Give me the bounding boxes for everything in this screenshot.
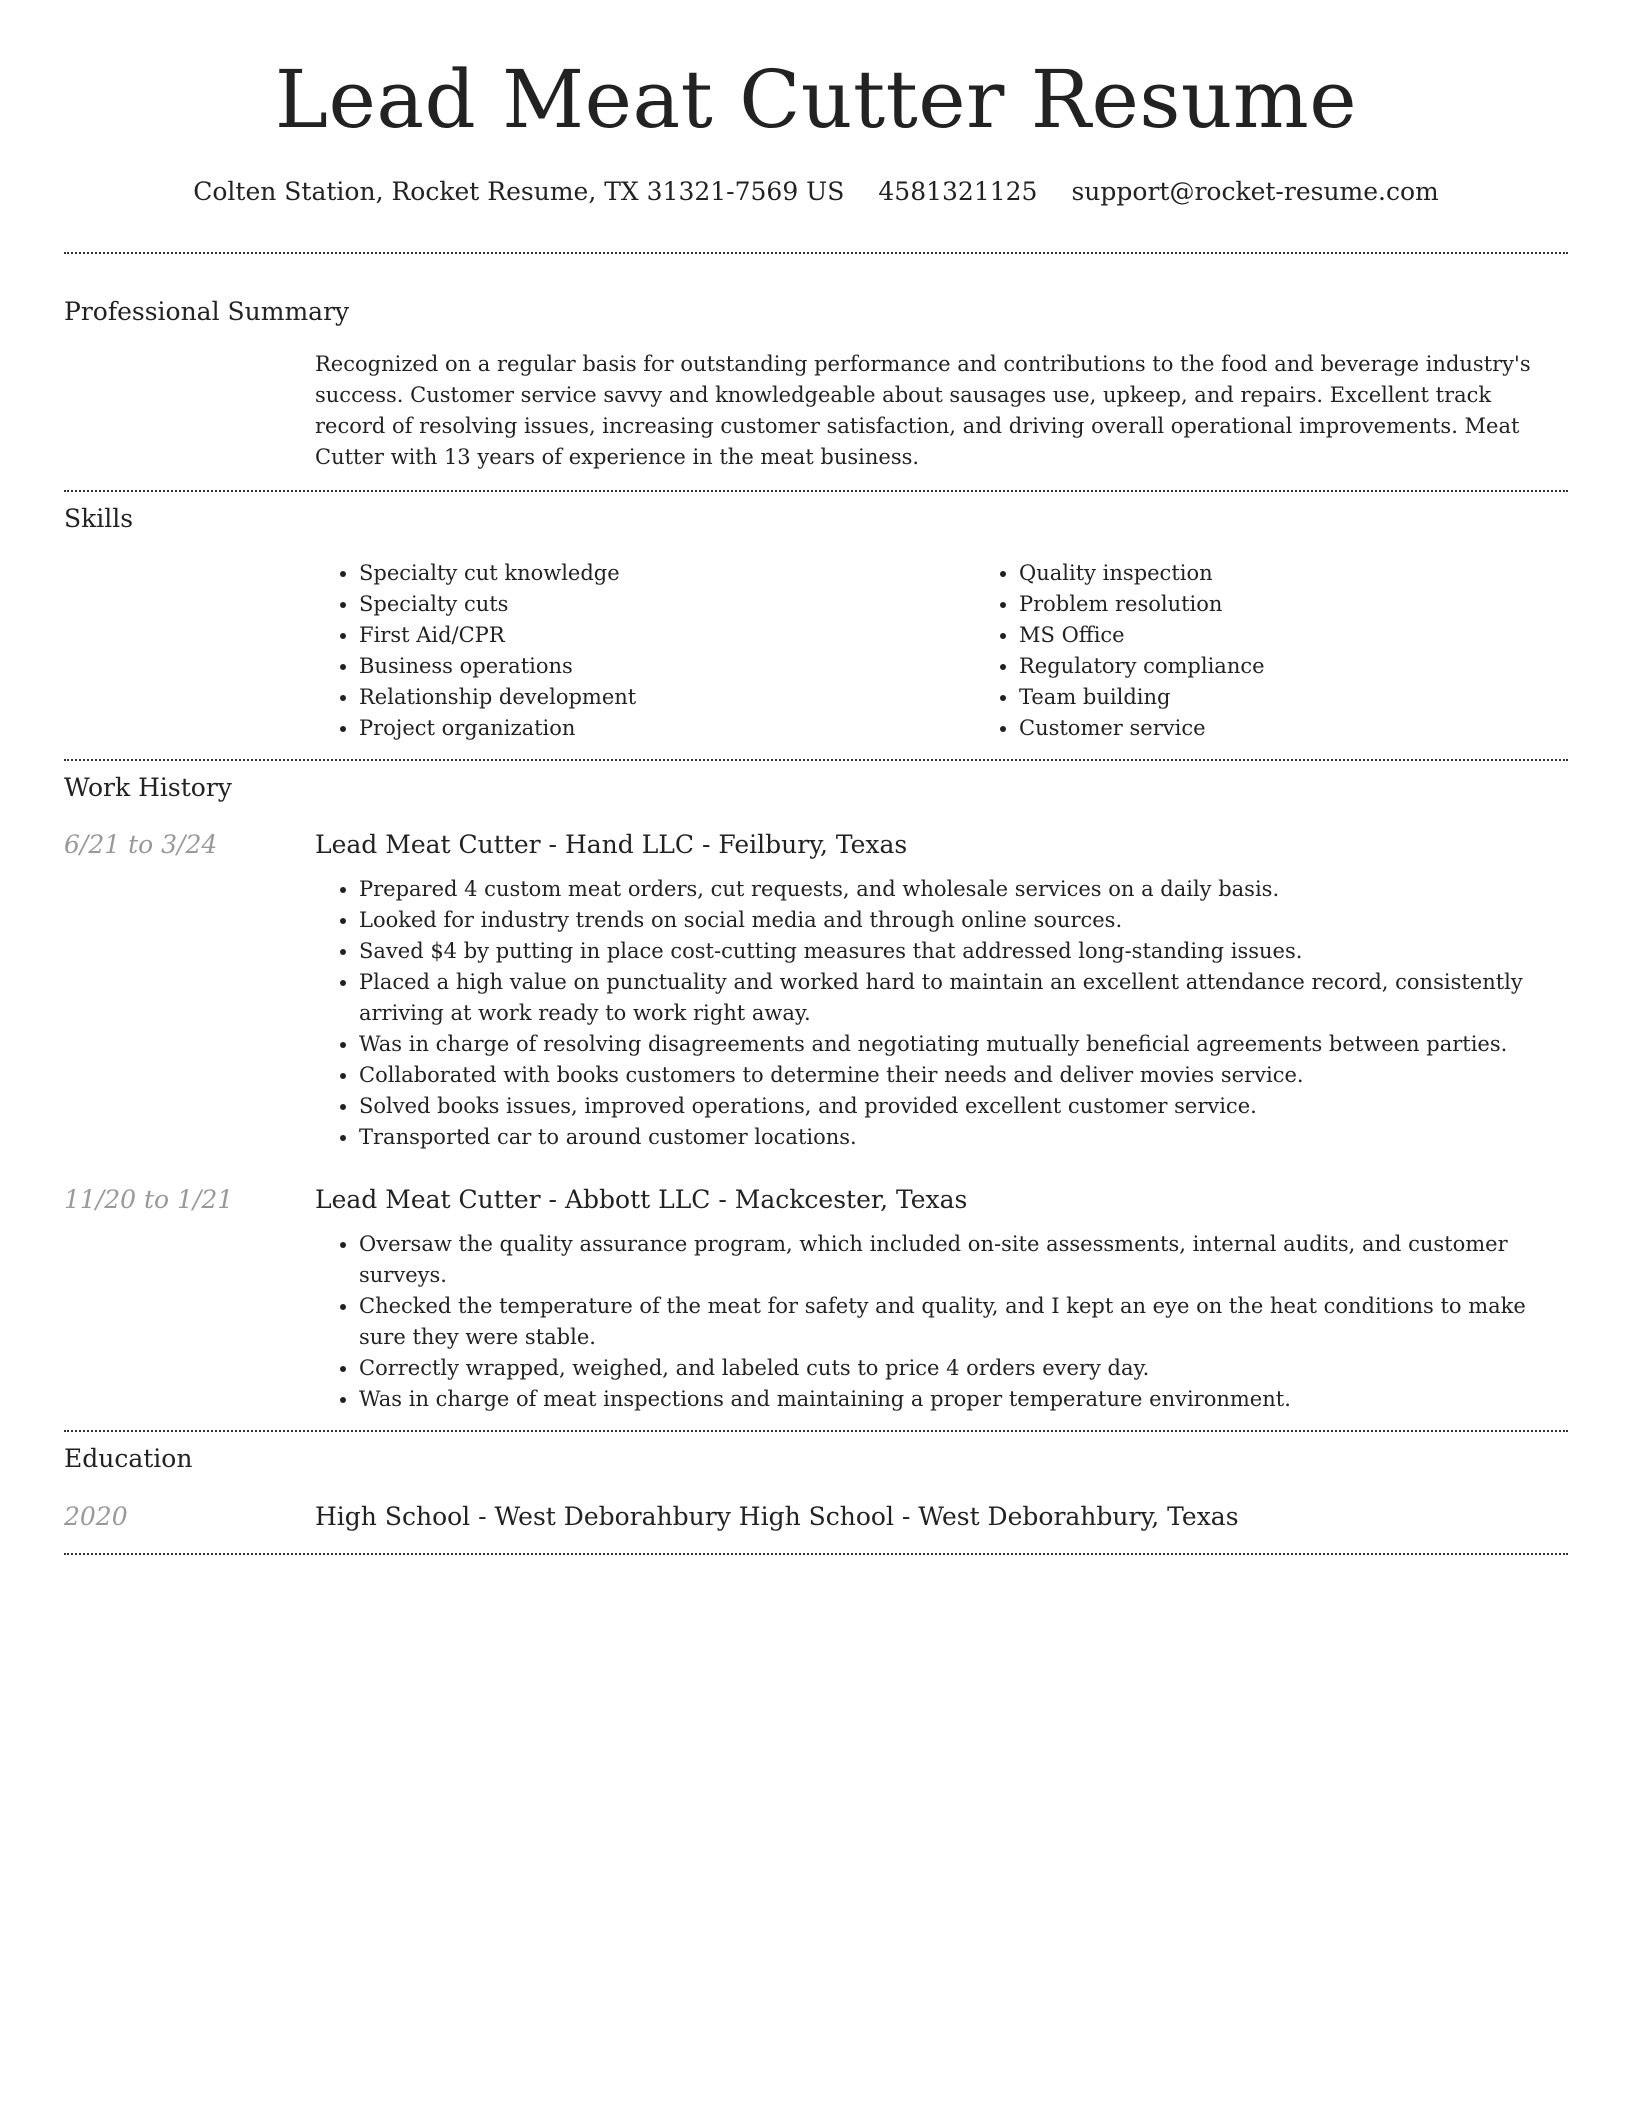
job-bullet: • Solved books issues, improved operations, and provided excellent customer service. — [359, 1091, 1568, 1122]
job-bullet: • Was in charge of meat inspections and maintaining a proper temperature environment. — [359, 1384, 1568, 1415]
skills-list-left — [315, 558, 975, 744]
summary-heading: Professional Summary — [64, 297, 350, 326]
contact-line — [64, 176, 1568, 208]
job-bullets-row — [64, 874, 1568, 1153]
skills-row — [64, 558, 1568, 744]
job-date: 11/20 to 1/21 — [64, 1185, 234, 1214]
skills-section — [64, 503, 1568, 744]
summary-left-spacer — [64, 349, 315, 473]
skill-item: • Team building — [1019, 682, 1632, 713]
skill-item: • Customer service — [1019, 713, 1632, 744]
skill-item: • Project organization — [359, 713, 975, 744]
job-bullet: • Prepared 4 custom meat orders, cut requests, and wholesale services on a daily basis. — [359, 874, 1568, 905]
divider — [64, 1553, 1568, 1555]
divider — [64, 252, 1568, 254]
job-header — [64, 1184, 1568, 1216]
skills-left-spacer — [64, 558, 315, 744]
education-entry — [64, 1501, 1568, 1533]
divider — [64, 759, 1568, 761]
summary-body — [315, 349, 1568, 473]
job-bullet: • Placed a high value on punctuality and worked hard to maintain an excellent attendance record, consistently arriving at work ready to work right away. — [359, 967, 1568, 1029]
contact-address: Colten Station, Rocket Resume, TX 31321-7569 US — [193, 177, 845, 206]
job-title: Lead Meat Cutter - Hand LLC - Feilbury, Texas — [315, 830, 908, 859]
skill-item: • Problem resolution — [1019, 589, 1632, 620]
resume-title: Lead Meat Cutter Resume — [274, 53, 1358, 146]
divider — [64, 490, 1568, 492]
job-bullet: • Correctly wrapped, weighed, and labeled cuts to price 4 orders every day. — [359, 1353, 1568, 1384]
education-section — [64, 1443, 1568, 1533]
summary-row — [64, 349, 1568, 473]
skill-item: • First Aid/CPR — [359, 620, 975, 651]
job-bullet: • Saved $4 by putting in place cost-cutting measures that addressed long-standing issues. — [359, 936, 1568, 967]
skill-item: • Specialty cut knowledge — [359, 558, 975, 589]
education-date: 2020 — [64, 1502, 128, 1531]
skill-item: • Business operations — [359, 651, 975, 682]
job-bullet: • Oversaw the quality assurance program, which included on-site assessments, internal audits, and customer surveys. — [359, 1229, 1568, 1291]
job-bullet: • Transported car to around customer locations. — [359, 1122, 1568, 1153]
job-bullet: • Collaborated with books customers to determine their needs and deliver movies service. — [359, 1060, 1568, 1091]
work-section — [64, 772, 1568, 1415]
contact-phone: 4581321125 — [878, 177, 1038, 206]
job-bullet: • Checked the temperature of the meat for safety and quality, and I kept an eye on the heat conditions to make sure they were stable. — [359, 1291, 1568, 1353]
job-entry — [64, 829, 1568, 1153]
skills-columns — [315, 558, 1632, 744]
skill-item: • Quality inspection — [1019, 558, 1632, 589]
skill-item: • Relationship development — [359, 682, 975, 713]
contact-email: support@rocket-resume.com — [1071, 177, 1439, 206]
summary-section — [64, 296, 1568, 473]
job-entry — [64, 1184, 1568, 1415]
skill-item: • MS Office — [1019, 620, 1632, 651]
job-bullet: • Was in charge of resolving disagreements and negotiating mutually beneficial agreements between parties. — [359, 1029, 1568, 1060]
work-heading: Work History — [64, 773, 232, 802]
skill-item: • Specialty cuts — [359, 589, 975, 620]
skills-list-right — [975, 558, 1632, 744]
job-bullets-row — [64, 1229, 1568, 1415]
education-heading: Education — [64, 1444, 193, 1473]
job-bullet: • Looked for industry trends on social media and through online sources. — [359, 905, 1568, 936]
skills-heading: Skills — [64, 504, 134, 533]
job-title: Lead Meat Cutter - Abbott LLC - Mackcester, Texas — [315, 1185, 968, 1214]
job-header — [64, 829, 1568, 861]
education-title: High School - West Deborahbury High School - West Deborahbury, Texas — [315, 1502, 1239, 1531]
job-bullets — [315, 1229, 1568, 1415]
skill-item: • Regulatory compliance — [1019, 651, 1632, 682]
divider — [64, 1430, 1568, 1432]
job-bullets — [315, 874, 1568, 1153]
summary-text: Recognized on a regular basis for outstanding performance and contributions to the food and beverage industry's success. Customer service savvy and knowledgeable about sausages use, upkeep, and repairs. Excellent track record of resolving issues, increasing customer satisfaction, and driving overall operational improvements. Meat Cutter with 13 years of experience in the meat business. — [315, 352, 1531, 469]
job-date: 6/21 to 3/24 — [64, 830, 218, 859]
